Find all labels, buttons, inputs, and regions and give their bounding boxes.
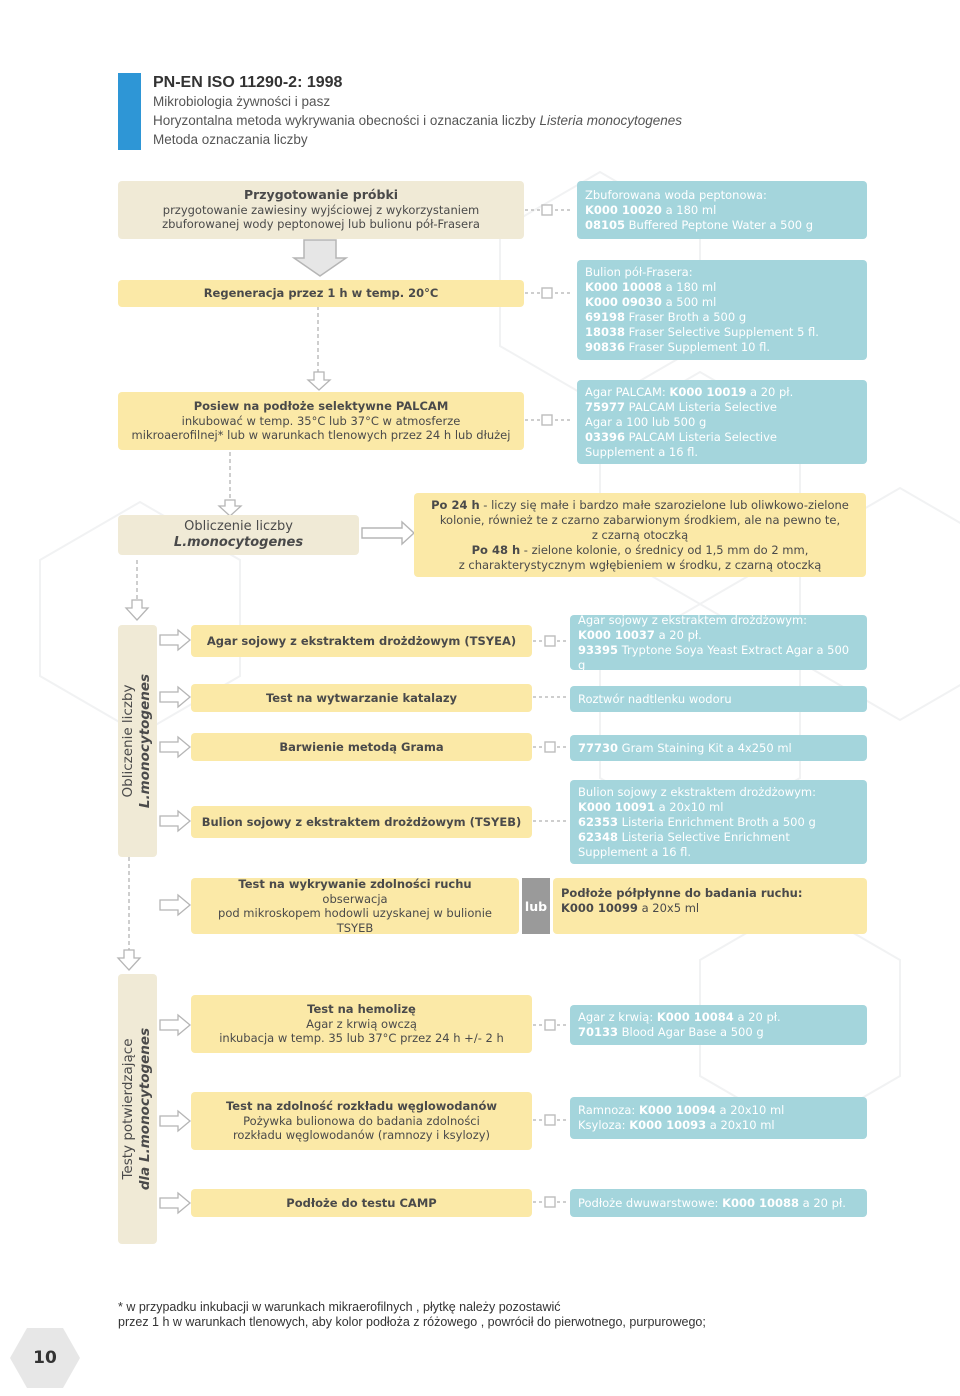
step-species: L.monocytogenes bbox=[173, 535, 304, 550]
product-title: Podłoże dwuwarstwowe: bbox=[578, 1195, 723, 1210]
step-title: Bulion sojowy z ekstraktem drożdżowym (TSYEB) bbox=[201, 814, 522, 829]
product-code: 70133 bbox=[578, 1025, 619, 1039]
step-title: Podłoże do testu CAMP bbox=[286, 1195, 437, 1210]
product-code: 93395 bbox=[578, 642, 619, 657]
product-bpw bbox=[577, 181, 867, 239]
step-text: mikroaerofilnej* lub w warunkach tlenowych przez 24 h lub dłużej bbox=[131, 428, 511, 443]
product-line bbox=[585, 310, 746, 325]
product-line bbox=[561, 901, 699, 916]
product-desc: Fraser Supplement 10 fl. bbox=[625, 340, 771, 354]
step-text: inkubacja w temp. 35 lub 37°C przez 24 h +/- 2 h bbox=[219, 1031, 504, 1046]
step-hemolysis bbox=[191, 995, 532, 1053]
product-desc: Listeria Selective Enrichment bbox=[618, 829, 790, 844]
product-desc: Listeria Enrichment Broth a 500 g bbox=[618, 814, 816, 829]
step-text: inkubować w temp. 35°C lub 37°C w atmosferze bbox=[181, 413, 461, 428]
side-label-text bbox=[121, 1028, 155, 1190]
product-desc: Tryptone Soya Yeast Extract Agar a 500 g bbox=[578, 642, 850, 672]
step-text: pod mikroskopem hodowli uzyskanej w bulionie TSYEB bbox=[218, 906, 492, 935]
product-code: K000 10088 bbox=[722, 1195, 799, 1210]
step-title: Test na hemolizę bbox=[307, 1002, 416, 1017]
product-title: Podłoże półpłynne do badania ruchu: bbox=[561, 886, 803, 900]
product-camp bbox=[570, 1189, 867, 1217]
product-desc: a 20x10 ml bbox=[654, 799, 724, 814]
product-line bbox=[585, 340, 770, 355]
product-line bbox=[578, 1025, 764, 1040]
product-desc: a 20x10 ml bbox=[706, 1118, 775, 1132]
colony-description bbox=[414, 493, 866, 577]
product-line bbox=[578, 1103, 784, 1118]
product-blood-agar bbox=[570, 1005, 867, 1045]
product-line: Supplement a 16 fl. bbox=[578, 844, 692, 859]
side-label-count bbox=[118, 625, 157, 857]
product-gram-kit bbox=[570, 735, 867, 761]
side-label-text bbox=[121, 674, 155, 808]
product-title: Zbuforowana woda peptonowa: bbox=[585, 187, 767, 202]
product-sugars bbox=[570, 1097, 867, 1139]
result-line bbox=[472, 543, 809, 558]
step-text: Agar z krwią owczą bbox=[306, 1016, 417, 1031]
step-text: rozkładu węglowodanów (ramnozy i ksylozy) bbox=[232, 1128, 491, 1143]
header-line-3: Metoda oznaczania liczby bbox=[153, 132, 308, 147]
result-line: kolonie, również te z czarno zabarwionym środkiem, ale na pewno te, bbox=[439, 512, 841, 527]
footnote-line: * w przypadku inkubacji w warunkach mikraerofilnych , płytkę należy pozostawić bbox=[118, 1300, 561, 1314]
product-code: K000 10084 bbox=[656, 1010, 734, 1024]
down-arrow-icon bbox=[294, 240, 346, 276]
product-line bbox=[578, 1010, 781, 1025]
side-label-line: Obliczenie liczby bbox=[120, 684, 137, 798]
right-arrow-icon bbox=[160, 630, 190, 1213]
product-desc: a 20 pł. bbox=[733, 1010, 781, 1024]
product-desc: a 500 ml bbox=[661, 295, 717, 309]
product-desc: Buffered Peptone Water a 500 g bbox=[625, 217, 814, 232]
product-desc: a 20x5 ml bbox=[637, 900, 700, 915]
product-tsyeb bbox=[570, 780, 867, 864]
product-code: 18038 bbox=[585, 325, 626, 339]
side-label-line: Testy potwierdzające bbox=[120, 1038, 137, 1180]
step-text: przygotowanie zawiesiny wyjściowej z wykorzystaniem bbox=[162, 202, 480, 217]
result-time: Po 48 h bbox=[471, 542, 521, 557]
product-line bbox=[585, 295, 716, 310]
product-code: K000 09030 bbox=[585, 295, 662, 309]
step-tsyea bbox=[191, 625, 532, 657]
product-desc: a 20 pł. bbox=[799, 1195, 846, 1210]
step-title: Test na wykrywanie zdolności ruchu bbox=[238, 877, 472, 891]
side-label-confirmation bbox=[118, 974, 157, 1244]
header-species: Listeria monocytogenes bbox=[539, 113, 683, 128]
product-line bbox=[578, 815, 816, 830]
product-title: Ksyloza: bbox=[578, 1118, 630, 1132]
right-arrow-icon bbox=[362, 522, 414, 544]
product-line bbox=[585, 400, 777, 415]
product-title: Bulion sojowy z ekstraktem drożdżowym: bbox=[578, 784, 816, 799]
product-line bbox=[585, 385, 793, 400]
product-hydrogen-peroxide bbox=[570, 686, 867, 712]
header-line-2-text: Horyzontalna metoda wykrywania obecności i oznaczania liczby bbox=[153, 113, 540, 128]
or-label: lub bbox=[522, 878, 550, 934]
product-title: Agar PALCAM: bbox=[585, 384, 670, 399]
product-title: Roztwór nadtlenku wodoru bbox=[578, 691, 732, 706]
step-motility bbox=[191, 878, 519, 934]
result-time: Po 24 h bbox=[431, 497, 480, 512]
product-line bbox=[585, 218, 813, 233]
product-code: 62348 bbox=[578, 829, 619, 844]
step-text: Pożywka bulionowa do badania zdolności bbox=[243, 1113, 480, 1128]
product-title: Agar sojowy z ekstraktem drożdżowym: bbox=[578, 612, 808, 627]
result-text: - zielone kolonie, o średnicy od 1,5 mm do 2 mm, bbox=[520, 542, 809, 557]
product-code: 75977 bbox=[585, 399, 626, 414]
product-code: K000 10019 bbox=[669, 384, 747, 399]
product-desc: PALCAM Listeria Selective bbox=[625, 429, 777, 444]
step-gram-staining bbox=[191, 733, 532, 761]
page-number: 10 bbox=[33, 1348, 57, 1368]
step-title: Test na zdolność rozkładu węglowodanów bbox=[225, 1099, 498, 1114]
step-count bbox=[118, 515, 359, 555]
result-text: - liczy się małe i bardzo małe szarozielone lub oliwkowo-zielone bbox=[479, 497, 849, 512]
footnote-line: przez 1 h w warunkach tlenowych, aby kolor podłoża z różowego , powrócił do pierwotnego, purpurowego; bbox=[118, 1315, 706, 1329]
product-palcam bbox=[577, 380, 867, 464]
step-title: Regeneracja przez 1 h w temp. 20°C bbox=[203, 286, 439, 301]
step-sample-preparation bbox=[118, 181, 524, 239]
product-line bbox=[585, 203, 716, 218]
step-palcam-plating bbox=[118, 392, 524, 450]
product-code: K000 10008 bbox=[585, 280, 662, 294]
step-title: Przygotowanie próbki bbox=[243, 187, 399, 203]
product-line bbox=[578, 1196, 846, 1211]
product-desc: a 20 pł. bbox=[746, 384, 794, 399]
product-desc: Fraser Selective Supplement 5 fl. bbox=[625, 325, 819, 339]
result-line bbox=[431, 498, 849, 513]
product-desc: Blood Agar Base a 500 g bbox=[618, 1025, 764, 1039]
product-code: 69198 bbox=[585, 310, 626, 324]
product-line bbox=[578, 628, 702, 643]
header-line-1: Mikrobiologia żywności i pasz bbox=[153, 94, 331, 109]
step-title: Agar sojowy z ekstraktem drożdżowym (TSYEA) bbox=[206, 633, 517, 648]
result-line: z czarną otoczką bbox=[591, 527, 689, 542]
step-title: Barwienie metodą Grama bbox=[279, 739, 444, 754]
product-line bbox=[578, 1118, 775, 1133]
product-line: Supplement a 16 fl. bbox=[585, 444, 699, 459]
step-camp bbox=[191, 1189, 532, 1217]
product-line bbox=[585, 280, 716, 295]
product-code: 62353 bbox=[578, 814, 619, 829]
product-tsyea bbox=[570, 612, 867, 672]
product-line bbox=[578, 800, 723, 815]
motility-medium bbox=[553, 878, 867, 934]
product-title: Bulion pół-Frasera: bbox=[585, 265, 693, 279]
product-title: Agar z krwią: bbox=[578, 1010, 657, 1024]
product-code: K000 10091 bbox=[578, 799, 655, 814]
product-code: 77730 bbox=[578, 740, 619, 755]
product-code: K000 10094 bbox=[638, 1103, 716, 1117]
product-desc: a 20 pł. bbox=[654, 627, 702, 642]
footnote bbox=[118, 1300, 878, 1330]
standard-title: PN-EN ISO 11290-2: 1998 bbox=[153, 74, 343, 91]
step-title: Test na wytwarzanie katalazy bbox=[265, 690, 458, 705]
product-desc: Gram Staining Kit a 4x250 ml bbox=[618, 740, 792, 755]
product-code: K000 10099 bbox=[561, 900, 638, 915]
product-desc: a 20x10 ml bbox=[715, 1103, 785, 1117]
step-title: Obliczenie liczby bbox=[184, 519, 293, 534]
product-code: 90836 bbox=[585, 340, 626, 354]
product-code: K000 10037 bbox=[578, 627, 655, 642]
product-line bbox=[578, 741, 792, 756]
product-code: K000 10020 bbox=[585, 202, 662, 217]
step-title: Posiew na podłoże selektywne PALCAM bbox=[193, 399, 449, 414]
product-title: Ramnoza: bbox=[578, 1103, 639, 1117]
step-tsyeb bbox=[191, 806, 532, 838]
product-fraser bbox=[577, 260, 867, 360]
product-line bbox=[578, 830, 790, 845]
product-desc: a 180 ml bbox=[661, 202, 717, 217]
step-carbohydrates bbox=[191, 1092, 532, 1150]
side-label-species: dla L.monocytogenes bbox=[137, 1027, 154, 1191]
header-line-2 bbox=[153, 111, 793, 130]
step-regeneration bbox=[118, 280, 524, 307]
product-desc: PALCAM Listeria Selective bbox=[625, 399, 777, 414]
product-line bbox=[585, 325, 819, 340]
side-label-species: L.monocytogenes bbox=[137, 673, 154, 809]
page-header bbox=[153, 73, 793, 149]
step-text: obserwacja bbox=[322, 891, 388, 906]
product-code: 03396 bbox=[585, 429, 626, 444]
product-desc: Fraser Broth a 500 g bbox=[625, 310, 747, 324]
product-line: Agar a 100 lub 500 g bbox=[585, 414, 707, 429]
product-line bbox=[578, 643, 859, 673]
product-code: 08105 bbox=[585, 217, 626, 232]
result-line: z charakterystycznym wgłębieniem w środku, z czarną otoczką bbox=[458, 557, 822, 572]
product-desc: a 180 ml bbox=[661, 280, 717, 294]
header-accent-bar bbox=[118, 73, 141, 150]
step-catalase bbox=[191, 684, 532, 712]
product-line bbox=[585, 430, 777, 445]
step-text: zbuforowanej wody peptonowej lub bulionu pół-Frasera bbox=[162, 217, 480, 232]
product-code: K000 10093 bbox=[629, 1118, 707, 1132]
